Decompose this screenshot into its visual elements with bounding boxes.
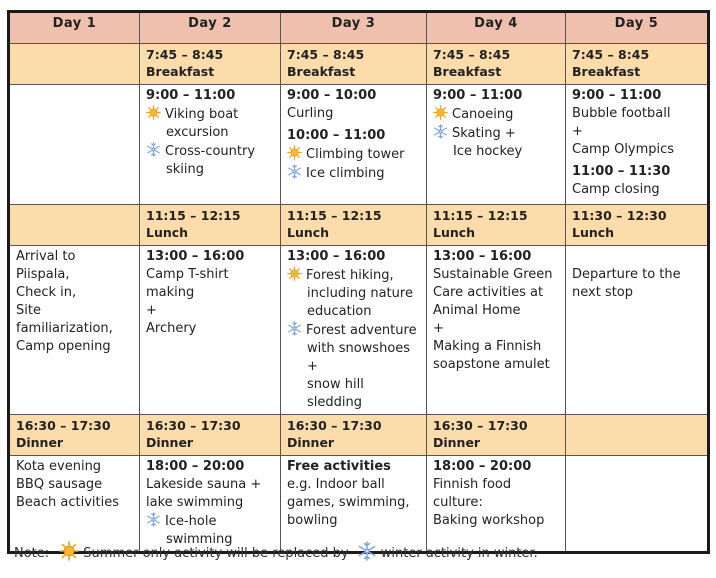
meal-label: Dinner xyxy=(146,435,194,450)
meal-cell xyxy=(281,44,427,85)
day-header: Day 4 xyxy=(427,12,566,44)
meal-cell xyxy=(140,415,281,456)
meal-time: 7:45 – 8:45 xyxy=(433,47,511,62)
meal-cell xyxy=(566,415,709,456)
meal-label: Dinner xyxy=(433,435,481,450)
snowflake-icon xyxy=(433,124,448,139)
sun-icon xyxy=(433,105,448,120)
meal-time: 11:15 – 12:15 xyxy=(146,208,241,223)
meal-label: Breakfast xyxy=(572,64,641,79)
activity-cell xyxy=(281,85,427,205)
meal-time: 16:30 – 17:30 xyxy=(16,418,111,433)
meal-time: 11:15 – 12:15 xyxy=(287,208,382,223)
sun-icon xyxy=(146,105,161,120)
activity-cell: 18:00 – 20:00 Lakeside sauna + lake swimming Ice-hole swimming xyxy=(140,456,281,553)
meal-cell xyxy=(9,44,140,85)
summer-activity: Climbing tower xyxy=(287,145,420,164)
note-prefix: Note: xyxy=(14,546,50,561)
lunch-row xyxy=(9,205,709,246)
meal-time: 11:30 – 12:30 xyxy=(572,208,667,223)
summer-activity: Canoeing xyxy=(433,105,559,124)
activity-cell xyxy=(566,456,709,553)
schedule-table xyxy=(7,10,710,554)
snowflake-icon xyxy=(146,142,161,157)
winter-activity: Cross-country xyxy=(146,144,255,159)
meal-time: 7:45 – 8:45 xyxy=(287,47,365,62)
day-header-row xyxy=(9,12,709,44)
meal-cell xyxy=(140,205,281,246)
meal-time: 11:15 – 12:15 xyxy=(433,208,528,223)
activity-cell: 9:00 – 11:00 Canoeing Skating + Ice hockey xyxy=(427,85,566,205)
activity-cell xyxy=(9,85,140,205)
meal-cell xyxy=(566,205,709,246)
winter-activity: Ice climbing xyxy=(287,164,420,183)
meal-time: 7:45 – 8:45 xyxy=(146,47,224,62)
meal-label: Lunch xyxy=(287,225,330,240)
meal-cell xyxy=(9,415,140,456)
snowflake-icon xyxy=(287,321,302,336)
morning-row xyxy=(9,85,709,205)
activity-cell: 13:00 – 16:00 Sustainable Green Care activities at Animal Home + Making a Finnish soapstone amulet xyxy=(427,246,566,415)
day-header: Day 5 xyxy=(566,12,709,44)
winter-activity: Ice-hole xyxy=(146,512,274,531)
dinner-row xyxy=(9,415,709,456)
meal-cell xyxy=(281,205,427,246)
day-header: Day 2 xyxy=(140,12,281,44)
meal-cell xyxy=(566,44,709,85)
breakfast-row xyxy=(9,44,709,85)
activity-cell: Kota evening BBQ sausage Beach activities xyxy=(9,456,140,553)
meal-cell xyxy=(427,44,566,85)
meal-time: 16:30 – 17:30 xyxy=(146,418,241,433)
meal-label: Lunch xyxy=(146,225,189,240)
activity-cell: 18:00 – 20:00 Finnish food culture: Baking workshop xyxy=(427,456,566,553)
time-slot: 13:00 – 16:00 xyxy=(146,249,245,264)
time-slot: 9:00 – 11:00 xyxy=(433,88,523,103)
afternoon-row xyxy=(9,246,709,415)
activity-cell: Departure to the next stop xyxy=(566,246,709,415)
sun-icon xyxy=(287,145,302,160)
meal-label: Lunch xyxy=(433,225,476,240)
meal-cell xyxy=(9,205,140,246)
meal-cell xyxy=(427,205,566,246)
meal-label: Dinner xyxy=(287,435,335,450)
time-slot: 18:00 – 20:00 xyxy=(433,459,532,474)
winter-activity: Forest adventure xyxy=(287,321,420,340)
meal-time: 7:45 – 8:45 xyxy=(572,47,650,62)
activity-cell: Arrival to Piispala, Check in, Site familiarization, Camp opening xyxy=(9,246,140,415)
day-header: Day 1 xyxy=(9,12,140,44)
activity-cell: 13:00 – 16:00 Camp T-shirt making + Archery xyxy=(140,246,281,415)
meal-label: Breakfast xyxy=(433,64,502,79)
evening-row xyxy=(9,456,709,553)
time-slot: 9:00 – 11:00 xyxy=(572,88,662,103)
time-slot: 13:00 – 16:00 xyxy=(287,249,386,264)
note-summer-text: Summer only activity will be replaced by xyxy=(83,546,349,561)
activity-cell: 13:00 – 16:00 Forest hiking, including nature education Forest adventure with snowshoes + snow hill sledding xyxy=(281,246,427,415)
note-winter-text: winter activity in winter. xyxy=(380,546,538,561)
snowflake-icon xyxy=(146,512,161,527)
snowflake-icon xyxy=(357,541,377,561)
meal-cell xyxy=(140,44,281,85)
winter-activity: Skating + xyxy=(433,124,559,143)
time-slot: 13:00 – 16:00 xyxy=(433,249,532,264)
meal-label: Dinner xyxy=(16,435,64,450)
time-slot: 9:00 – 11:00 xyxy=(146,88,236,103)
legend-note xyxy=(14,541,538,561)
time-slot: 9:00 – 10:00 xyxy=(287,88,377,103)
activity-text: Curling xyxy=(287,106,334,121)
meal-cell xyxy=(427,415,566,456)
meal-cell xyxy=(281,415,427,456)
time-slot: 18:00 – 20:00 xyxy=(146,459,245,474)
meal-label: Breakfast xyxy=(287,64,356,79)
sun-icon xyxy=(287,266,302,281)
activity-title: Free activities xyxy=(287,459,391,474)
day-header: Day 3 xyxy=(281,12,427,44)
sun-icon xyxy=(59,541,79,561)
summer-activity: Forest hiking, xyxy=(287,266,420,285)
summer-activity: Viking boat xyxy=(146,107,238,122)
activity-cell: 9:00 – 11:00 Bubble football + Camp Olympics 11:00 – 11:30 Camp closing xyxy=(566,85,709,205)
meal-label: Breakfast xyxy=(146,64,215,79)
time-slot: 11:00 – 11:30 xyxy=(572,164,671,179)
meal-label: Lunch xyxy=(572,225,615,240)
activity-cell: Free activities e.g. Indoor ball games, swimming, bowling xyxy=(281,456,427,553)
meal-time: 16:30 – 17:30 xyxy=(433,418,528,433)
activity-cell: 9:00 – 11:00 Viking boat excursion Cross-country skiing xyxy=(140,85,281,205)
meal-time: 16:30 – 17:30 xyxy=(287,418,382,433)
snowflake-icon xyxy=(287,164,302,179)
time-slot: 10:00 – 11:00 xyxy=(287,128,386,143)
